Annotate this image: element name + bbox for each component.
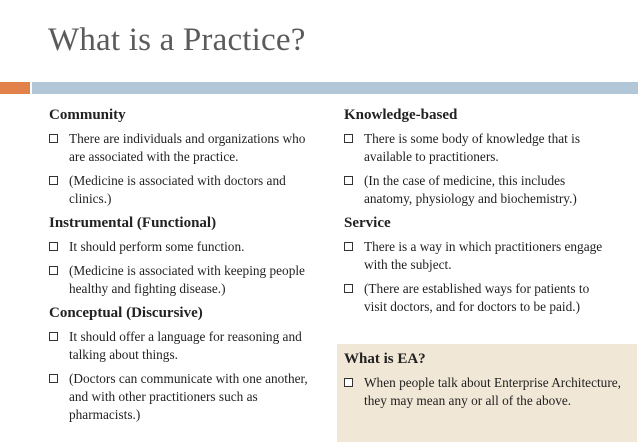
callout-heading: What is EA? [344, 351, 426, 367]
bullet-list [49, 130, 314, 208]
section-heading: Service [344, 215, 391, 231]
section-community [49, 106, 314, 208]
section-conceptual [49, 304, 314, 424]
section-knowledge-based [344, 106, 614, 208]
title-accent-bar [0, 82, 30, 94]
bullet-item: (There are established ways for patients to visit doctors, and for doctors to be paid.) [344, 280, 614, 316]
bullet-item: It should perform some function. [49, 238, 314, 256]
bullet-list [49, 238, 314, 298]
bullet-item: (Doctors can communicate with one another, and with other practitioners such as pharmacists.) [49, 370, 314, 424]
section-heading: Community [49, 107, 126, 123]
bullet-item: It should offer a language for reasoning and talking about things. [49, 328, 314, 364]
section-instrumental [49, 214, 314, 298]
title-divider-bar [32, 82, 638, 94]
section-heading: Conceptual (Discursive) [49, 305, 203, 321]
bullet-list [49, 328, 314, 424]
bullet-item: There is a way in which practitioners engage with the subject. [344, 238, 614, 274]
slide-title: What is a Practice? [48, 22, 306, 58]
right-column [344, 100, 614, 322]
bullet-item: (Medicine is associated with keeping people healthy and fighting disease.) [49, 262, 314, 298]
bullet-item: (Medicine is associated with doctors and clinics.) [49, 172, 314, 208]
bullet-item: (In the case of medicine, this includes anatomy, physiology and biochemistry.) [344, 172, 614, 208]
bullet-list [344, 374, 627, 410]
bullet-list [344, 238, 614, 316]
bullet-list [344, 130, 614, 208]
bullet-item: There are individuals and organizations who are associated with the practice. [49, 130, 314, 166]
what-is-ea-callout [337, 344, 637, 442]
bullet-item: When people talk about Enterprise Architecture, they may mean any or all of the above. [344, 374, 627, 410]
section-service [344, 214, 614, 316]
bullet-item: There is some body of knowledge that is available to practitioners. [344, 130, 614, 166]
left-column [49, 100, 314, 430]
section-heading: Knowledge-based [344, 107, 458, 123]
section-heading: Instrumental (Functional) [49, 215, 217, 231]
